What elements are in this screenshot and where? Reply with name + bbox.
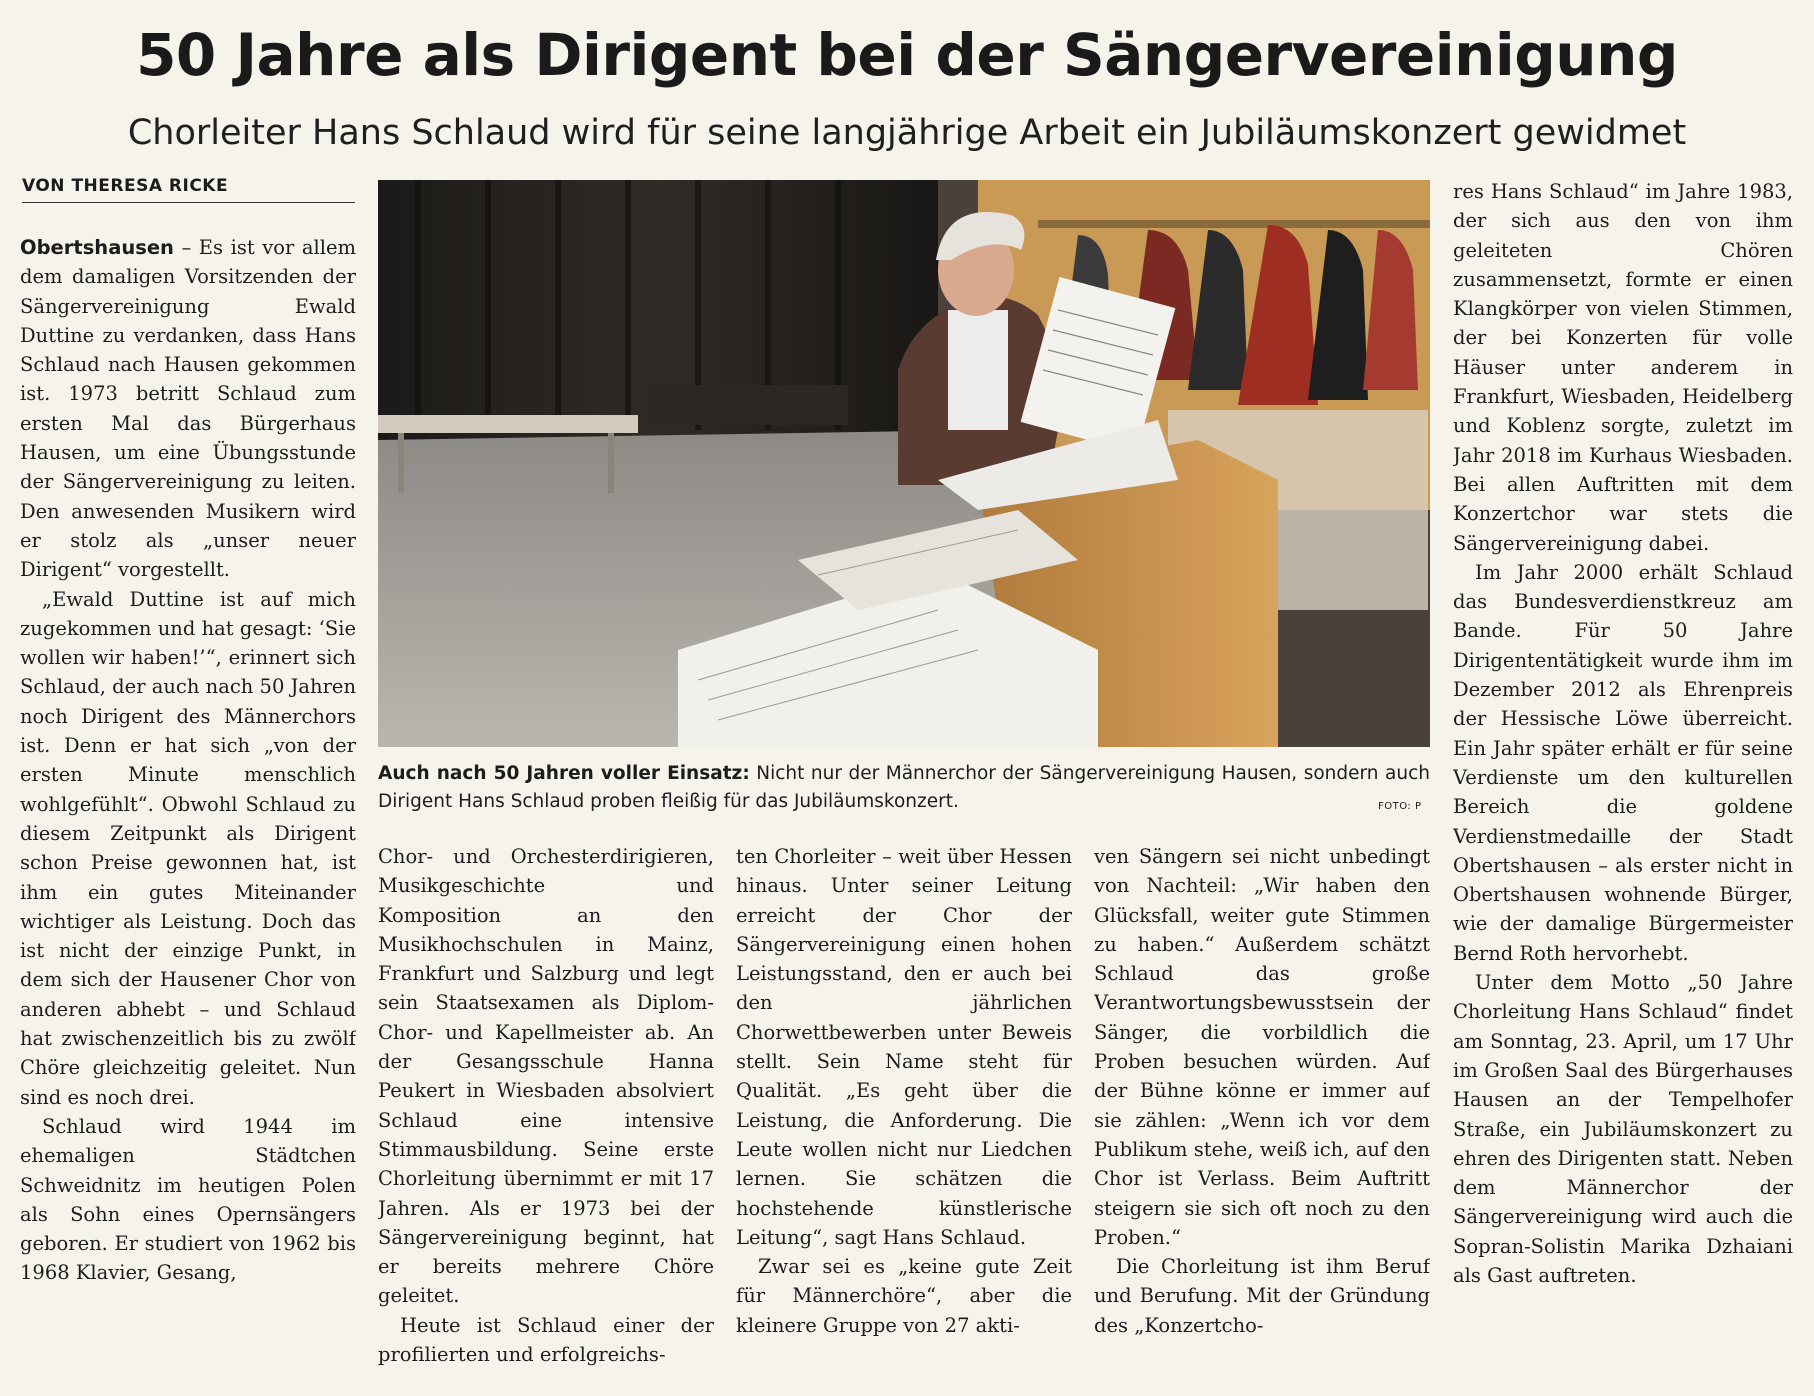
caption-lead: Auch nach 50 Jahren voller Einsatz:	[378, 763, 750, 784]
dateline: Obertshausen	[20, 236, 174, 259]
article-column-5	[1453, 177, 1793, 1387]
article-column-4	[1094, 842, 1430, 1382]
paragraph: ven Sängern sei nicht unbedingt von Nachteil: „Wir haben den Glücksfall, weiter gute Stimmen zu haben.“ Außerdem schätzt Schlaud das große Verantwortungsbewusstsein der Sänger, die vorbildlich die Proben besuchen würden. Auf der Bühne könne er immer auf sie zählen: „Wenn ich vor dem Publikum stehe, weiß ich, auf den Chor ist Verlass. Beim Auftritt steigern sie sich oft noch zu den Proben.“	[1094, 845, 1430, 1249]
paragraph: Die Chorleitung ist ihm Beruf und Berufung. Mit der Gründung des „Konzertcho-	[1094, 1255, 1430, 1337]
photo-illustration	[378, 180, 1430, 747]
caption-text: Nicht nur der Männerchor der Sängervereinigung Hausen, sondern auch Dirigent Hans Schlaud proben fleißig für das Jubiläumskonzert.	[378, 763, 1430, 812]
article-column-3	[736, 842, 1072, 1382]
paragraph: Obertshausen – Es ist vor allem dem damaligen Vorsitzenden der Sängervereinigung Ewald Duttine zu verdanken, dass Hans Schlaud nach Hausen gekommen ist. 1973 betritt Schlaud zum ersten Mal das Bürgerhaus Hausen, um eine Übungsstunde der Sängervereinigung zu leiten. Den anwesenden Musikern wird er stolz als „unser neuer Dirigent“ vorgestellt.	[20, 236, 356, 582]
paragraph: Unter dem Motto „50 Jahre Chorleitung Hans Schlaud“ findet am Sonntag, 23. April, um 17 Uhr im Großen Saal des Bürgerhauses Hausen an der Tempelhofer Straße, ein Jubiläumskonzert zu ehren des Dirigenten statt. Neben dem Männerchor der Sängervereinigung wird auch die Sopran-Solistin Marika Dzhaiani als Gast auftreten.	[1453, 971, 1793, 1287]
photo-conductor-with-scores	[378, 180, 1430, 747]
photo-credit: FOTO: P	[1378, 801, 1422, 812]
paragraph: Heute ist Schlaud einer der profilierten und erfolgreichs-	[378, 1313, 714, 1367]
paragraph: „Ewald Duttine ist auf mich zugekommen und hat gesagt: ‘Sie wollen wir haben!’“, erinnert sich Schlaud, der auch nach 50 Jahren noch Dirigent des Männerchors ist. Denn er hat sich „von der ersten Minute menschlich wohlgefühlt“. Obwohl Schlaud zu diesem Zeitpunkt als Dirigent schon Preise gewonnen hat, ist ihm ein gutes Miteinander wichtiger als Leistung. Doch das ist nicht der einzige Punkt, in dem sich der Hausener Chor von anderen abhebt – und Schlaud hat zwischenzeitlich bis zu zwölf Chöre gleichzeitig geleitet. Nun sind es noch drei.	[20, 587, 356, 1109]
article-column-1	[20, 233, 356, 1383]
paragraph: Zwar sei es „keine gute Zeit für Männerchöre“, aber die kleinere Gruppe von 27 akti-	[736, 1255, 1072, 1337]
paragraph: Im Jahr 2000 erhält Schlaud das Bundesverdienstkreuz am Bande. Für 50 Jahre Dirigententätigkeit wurde ihm im Dezember 2012 als Ehrenpreis der Hessische Löwe überreicht. Ein Jahr später erhält er für seine Verdienste um den kulturellen Bereich die goldene Verdienstmedaille der Stadt Obertshausen – als erster nicht in Obertshausen wohnende Bürger, wie der damalige Bürgermeister Bernd Roth hervorhebt.	[1453, 560, 1793, 965]
paragraph: ten Chorleiter – weit über Hessen hinaus. Unter seiner Leitung erreicht der Chor der Sängervereinigung einen hohen Leistungsstand, den er auch bei den jährlichen Chorwettbewerben unter Beweis stellt. Sein Name steht für Qualität. „Es geht über die Leistung, die Anforderung. Die Leute wollen nicht nur Liedchen lernen. Sie schätzen die hochstehende künstlerische Leitung“, sagt Hans Schlaud.	[736, 845, 1072, 1249]
paragraph: Schlaud wird 1944 im ehemaligen Städtchen Schweidnitz im heutigen Polen als Sohn eines Opernsängers geboren. Er studiert von 1962 bis 1968 Klavier, Gesang,	[20, 1114, 356, 1285]
subheadline: Chorleiter Hans Schlaud wird für seine langjährige Arbeit ein Jubiläumskonzert gewidmet	[127, 113, 1687, 153]
paragraph: res Hans Schlaud“ im Jahre 1983, der sich aus den von ihm geleiteten Chören zusammensetzt, formte er einen Klangkörper von vielen Stimmen, der bei Konzerten für volle Häuser unter anderem in Frankfurt, Wiesbaden, Heidelberg und Koblenz sorgte, zuletzt im Jahr 2018 im Kurhaus Wiesbaden. Bei allen Auftritten mit dem Konzertchor war stets die Sängervereinigung dabei.	[1453, 180, 1793, 555]
paragraph: Chor- und Orchesterdirigieren, Musikgeschichte und Komposition an den Musikhochschulen in Mainz, Frankfurt und Salzburg und legt sein Staatsexamen als Diplom-Chor- und Kapellmeister ab. An der Gesangsschule Hanna Peukert in Wiesbaden absolviert Schlaud eine intensive Stimmausbildung. Seine erste Chorleitung übernimmt er mit 17 Jahren. Als er 1973 bei der Sängervereinigung beginnt, hat er bereits mehrere Chöre geleitet.	[378, 845, 714, 1308]
photo-caption	[378, 760, 1430, 816]
headline: 50 Jahre als Dirigent bei der Sängervereinigung	[136, 21, 1678, 89]
byline: VON THERESA RICKE	[22, 176, 355, 203]
article-column-2	[378, 842, 714, 1382]
